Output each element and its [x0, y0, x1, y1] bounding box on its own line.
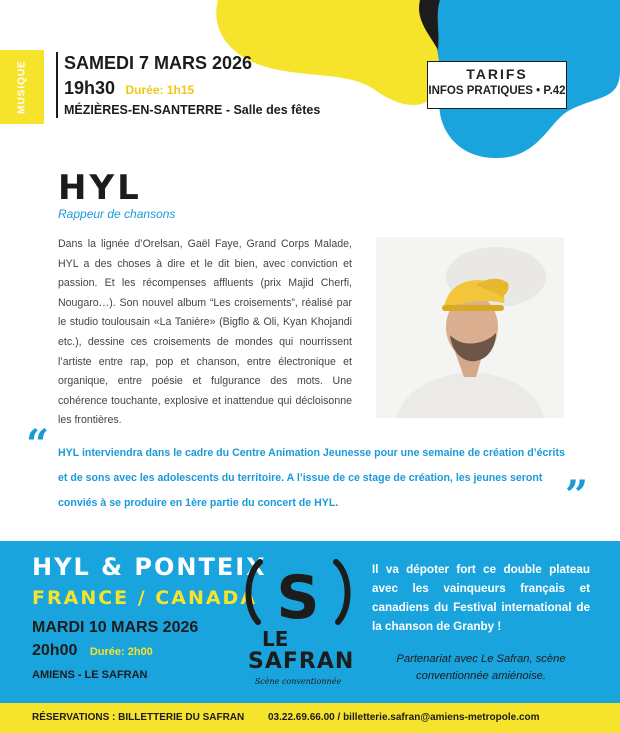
second-event-date: MARDI 10 MARS 2026 — [32, 619, 199, 636]
le-safran-logo — [240, 552, 356, 694]
logo-tagline: Scène conventionnée — [254, 677, 342, 686]
logo-line2: SAFRAN — [248, 649, 355, 674]
category-tab — [0, 50, 44, 124]
event-place: MÉZIÈRES-EN-SANTERRE - Salle des fêtes — [64, 103, 321, 117]
footer-contact[interactable]: 03.22.69.66.00 / billetterie.safran@amiens-metropole.com — [268, 712, 540, 723]
artist-subtitle: Rappeur de chansons — [58, 207, 176, 221]
tarifs-title: TARIFS — [466, 66, 528, 82]
tarifs-info: INFOS PRATIQUES • P.42 — [428, 85, 566, 97]
quote-text: HYL interviendra dans le cadre du Centre Animation Jeunesse pour une semaine de création d’écrits et de sons avec les adolescents du territoire. A l’issue de ce stage de création, les jeunes seront conviés à se produire en 1ère partie du concert de HYL. — [58, 447, 565, 509]
second-event-partner: Partenariat avec Le Safran, scène conventionnée amiénoise. — [396, 653, 566, 682]
reservation-footer — [0, 703, 620, 733]
second-event-description: Il va dépoter fort ce double plateau avec les vainqueurs français et canadiens du Festival international de la chanson de Granby ! — [372, 563, 590, 633]
second-event-time: 20h00 — [32, 642, 78, 659]
artist-description: Dans la lignée d’Orelsan, Gaël Faye, Grand Corps Malade, HYL a des choses à dire et le dit bien, avec conviction et passion. Et les récompenses affluents (prix Majid Cherfi, Nougaro…). Son nouvel album “Les croisements”, réalisé par le studio toulousain «La Tanière» (Bigflo & Oli, Kyan Khojandi etc.), dessine ces croisements de mondes qui nourrissent l’artiste entre rap, pop et chanson, entre électronique et organique, entre poésie et fulgurance des mots. Une cohérence touchante, explosive et inattendue qui décloisonne les frontières. — [58, 238, 352, 427]
quote-close-mark: ” — [565, 472, 589, 519]
event-time: 19h30 — [64, 78, 116, 98]
date-divider — [56, 52, 58, 118]
logo-line1: LE — [262, 627, 289, 651]
event-time-row — [64, 78, 194, 99]
category-label: MUSIQUE — [16, 60, 28, 114]
artist-photo — [376, 237, 564, 418]
logo-letter: S — [276, 563, 320, 633]
event-date: SAMEDI 7 MARS 2026 — [64, 53, 253, 73]
artist-name: HYL — [58, 168, 142, 208]
footer-reservations: RÉSERVATIONS : BILLETTERIE DU SAFRAN — [32, 712, 245, 723]
second-event-place: AMIENS - LE SAFRAN — [32, 669, 148, 681]
second-event-duration: Durée: 2h00 — [89, 646, 153, 658]
tarifs-box[interactable] — [427, 61, 567, 109]
event-duration: Durée: 1h15 — [125, 83, 195, 97]
artist-photo-illustration — [376, 237, 564, 418]
second-event-time-row — [32, 642, 153, 660]
quote-open-mark: “ — [26, 421, 50, 468]
second-event-country: FRANCE / CANADA — [32, 587, 258, 609]
second-event-title: HYL & PONTEIX — [32, 553, 267, 581]
